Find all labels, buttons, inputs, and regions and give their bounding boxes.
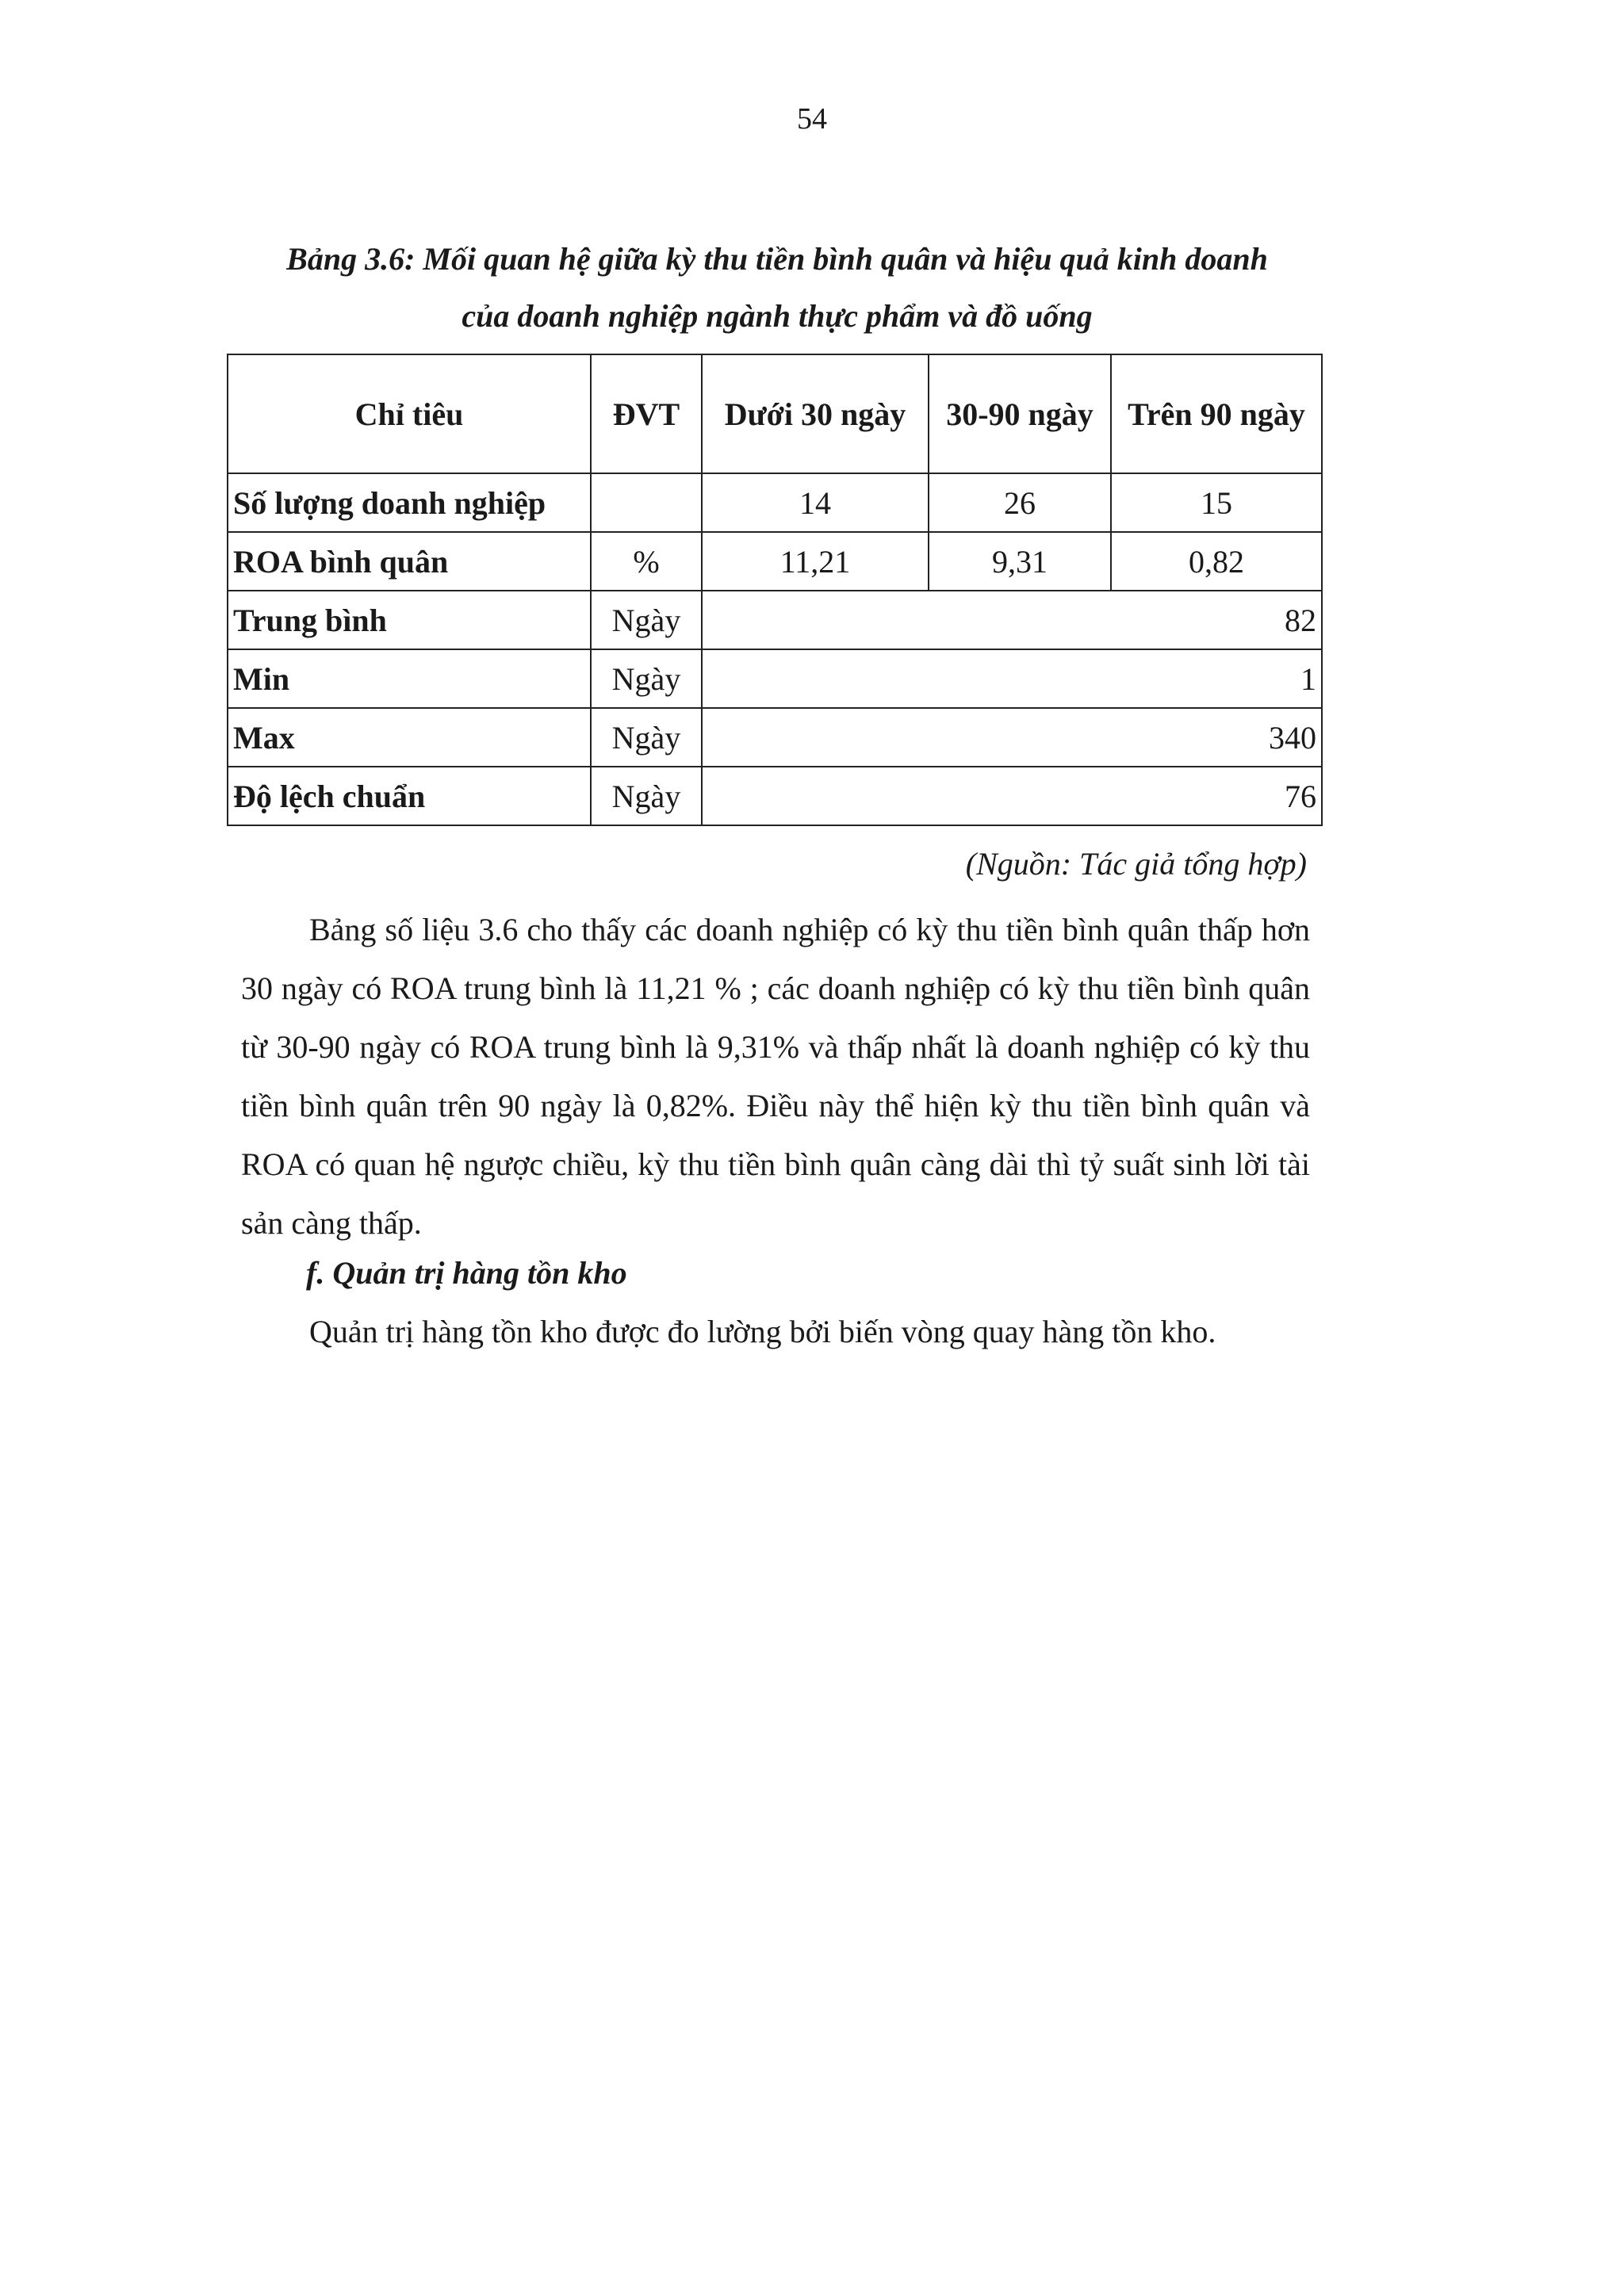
header-cell: Chỉ tiêu [228,354,591,473]
header-cell: Dưới 30 ngày [702,354,929,473]
row-unit: Ngày [591,591,702,649]
merged-cell: 82 [702,591,1322,649]
section-heading: f. Quản trị hàng tồn kho [306,1255,627,1291]
table-row [228,649,1322,708]
row-label: ROA bình quân [228,532,591,591]
header-cell: 30-90 ngày [929,354,1111,473]
row-label: Trung bình [228,591,591,649]
merged-cell: 1 [702,649,1322,708]
data-table [227,354,1323,826]
table-cell: 9,31 [929,532,1111,591]
row-label: Min [228,649,591,708]
table-cell: 15 [1111,473,1322,532]
table-row [228,532,1322,591]
merged-cell: 76 [702,767,1322,825]
table-header-row [228,354,1322,473]
body-paragraph: Bảng số liệu 3.6 cho thấy các doanh nghiệp có kỳ thu tiền bình quân thấp hơn 30 ngày có ROA trung bình là 11,21 % ; các doanh nghiệp có kỳ thu tiền bình quân từ 30-90 ngày có ROA trung bình là 9,31% và thấp nhất là doanh nghiệp có kỳ thu tiền bình quân trên 90 ngày là 0,82%. Điều này thể hiện kỳ thu tiền bình quân và ROA có quan hệ ngược chiều, kỳ thu tiền bình quân càng dài thì tỷ suất sinh lời tài sản càng thấp. [241,912,1310,1241]
row-label: Số lượng doanh nghiệp [228,473,591,532]
table-row [228,708,1322,767]
row-label: Độ lệch chuẩn [228,767,591,825]
table-caption-line-1: Bảng 3.6: Mối quan hệ giữa kỳ thu tiền bình quân và hiệu quả kinh doanh [286,241,1268,277]
source-note: (Nguồn: Tác giả tổng hợp) [965,846,1307,882]
table-cell: 14 [702,473,929,532]
row-unit [591,473,702,532]
body-paragraph-2: Quản trị hàng tồn kho được đo lường bởi biến vòng quay hàng tồn kho. [309,1314,1216,1349]
table-row [228,767,1322,825]
row-unit: Ngày [591,649,702,708]
header-cell: Trên 90 ngày [1111,354,1322,473]
row-unit: Ngày [591,708,702,767]
table-row [228,591,1322,649]
merged-cell: 340 [702,708,1322,767]
table-cell: 26 [929,473,1111,532]
table-cell: 0,82 [1111,532,1322,591]
row-unit: Ngày [591,767,702,825]
table-row [228,473,1322,532]
page-number: 54 [797,102,827,136]
table-cell: 11,21 [702,532,929,591]
row-unit: % [591,532,702,591]
table-caption-line-2: của doanh nghiệp ngành thực phẩm và đồ uống [462,298,1093,334]
header-cell: ĐVT [591,354,702,473]
row-label: Max [228,708,591,767]
